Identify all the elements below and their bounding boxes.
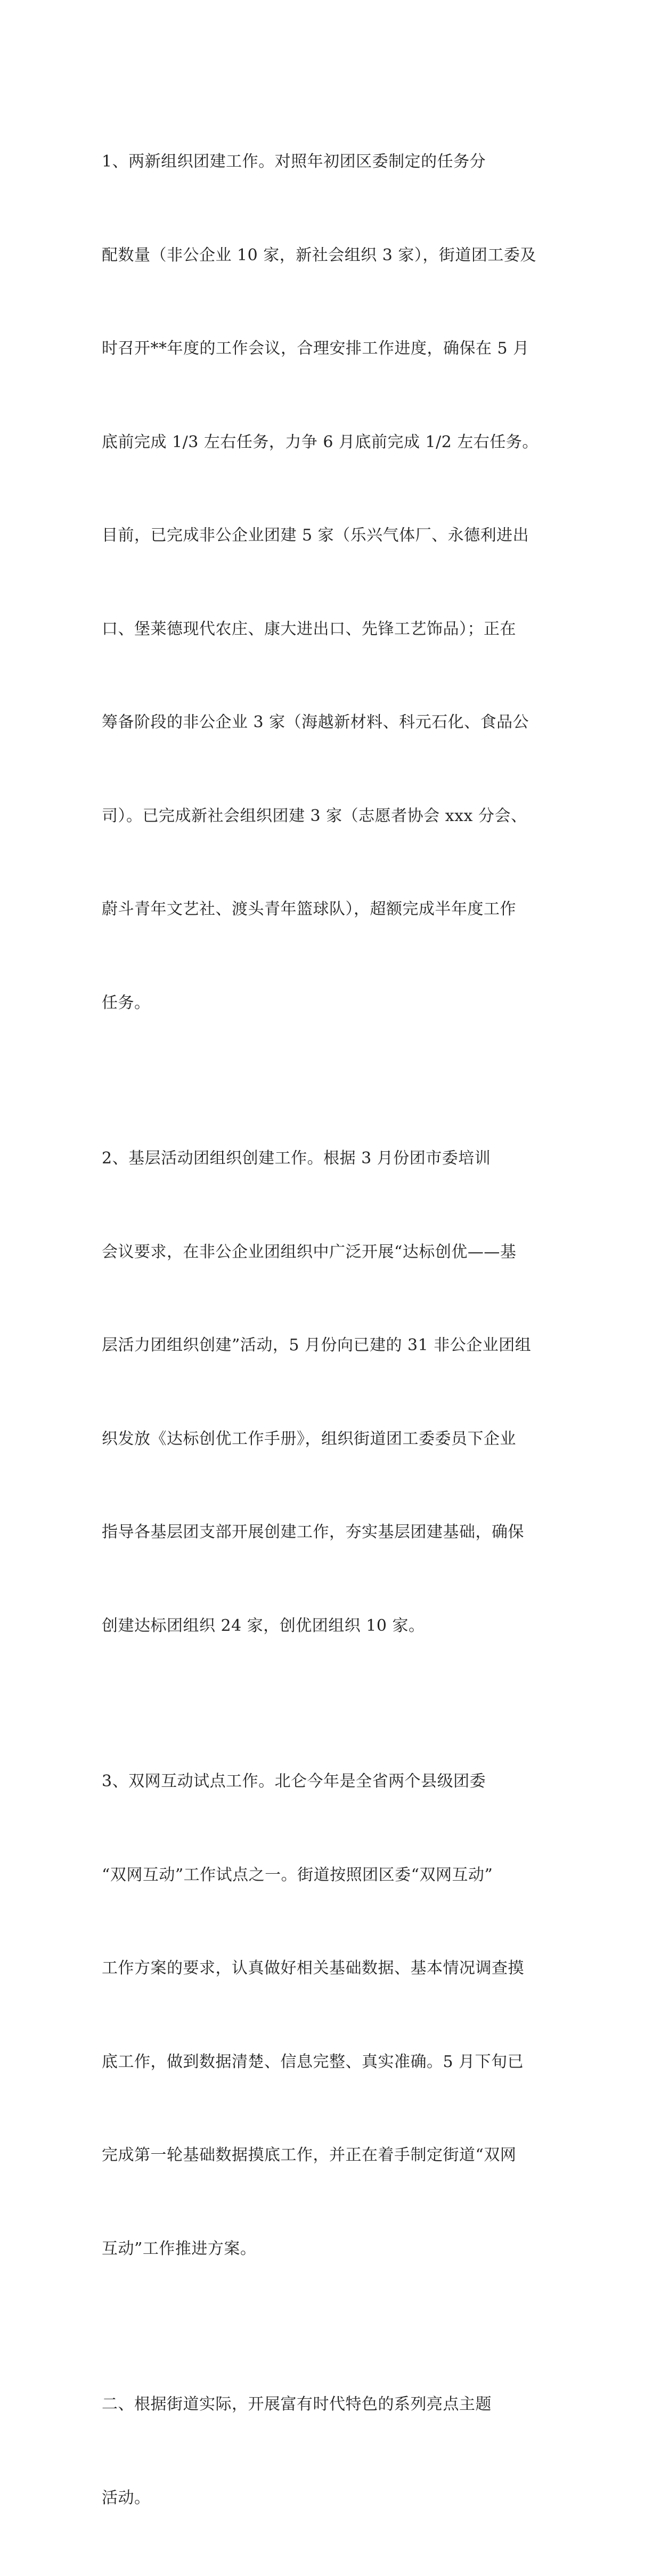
text-line: 二、根据街道实际，开展富有时代特色的系列亮点主题 [102, 2395, 492, 2414]
text-line: 配数量（非公企业 10 家，新社会组织 3 家），街道团工委及 [102, 245, 536, 265]
text-line: 目前，已完成非公企业团建 5 家（乐兴气体厂、永德利进出 [102, 526, 529, 545]
text-line: 口、堡莱德现代农庄、康大进出口、先锋工艺饰品）；正在 [102, 619, 516, 638]
paragraph-two-new-organizations [102, 84, 560, 1081]
text-line: 底工作，做到数据清楚、信息完整、真实准确。5 月下旬已 [102, 2052, 524, 2071]
text-line: 互动”工作推进方案。 [102, 2239, 257, 2258]
paragraph-dual-network-pilot [102, 1704, 560, 2327]
text-line: 层活力团组织创建”活动，5 月份向已建的 31 非公企业团组 [102, 1336, 532, 1355]
text-line: 筹备阶段的非公企业 3 家（海越新材料、科元石化、食品公 [102, 713, 529, 732]
text-line: 完成第一轮基础数据摸底工作，并正在着手制定街道“双网 [102, 2146, 517, 2164]
text-line: 司）。已完成新社会组织团建 3 家（志愿者协会 xxx 分会、 [102, 806, 527, 825]
text-line: 底前完成 1/3 左右任务，力争 6 月底前完成 1/2 左右任务。 [102, 432, 538, 452]
paragraph-section-two-heading [102, 2327, 560, 2576]
text-line: “双网互动”工作试点之一。街道按照团区委“双网互动” [102, 1865, 493, 1884]
text-line: 3、双网互动试点工作。北仑今年是全省两个县级团委 [102, 1772, 486, 1791]
paragraph-grassroots-activity [102, 1081, 560, 1704]
document-body [102, 84, 560, 2576]
text-line: 时召开**年度的工作会议，合理安排工作进度，确保在 5 月 [102, 339, 529, 358]
text-line: 创建达标团组织 24 家，创优团组织 10 家。 [102, 1616, 425, 1635]
text-line: 织发放《达标创优工作手册》，组织街道团工委委员下企业 [102, 1429, 516, 1448]
text-line: 2、基层活动团组织创建工作。根据 3 月份团市委培训 [102, 1149, 491, 1168]
text-line: 工作方案的要求，认真做好相关基础数据、基本情况调查摸 [102, 1959, 524, 1978]
text-line: 蔚斗青年文艺社、渡头青年篮球队），超额完成半年度工作 [102, 900, 516, 918]
text-line: 任务。 [102, 993, 151, 1012]
text-line: 1、两新组织团建工作。对照年初团区委制定的任务分 [102, 152, 486, 171]
text-line: 指导各基层团支部开展创建工作，夯实基层团建基础，确保 [102, 1523, 524, 1541]
text-line: 活动。 [102, 2488, 151, 2507]
text-line: 会议要求，在非公企业团组织中广泛开展“达标创优——基 [102, 1242, 517, 1261]
